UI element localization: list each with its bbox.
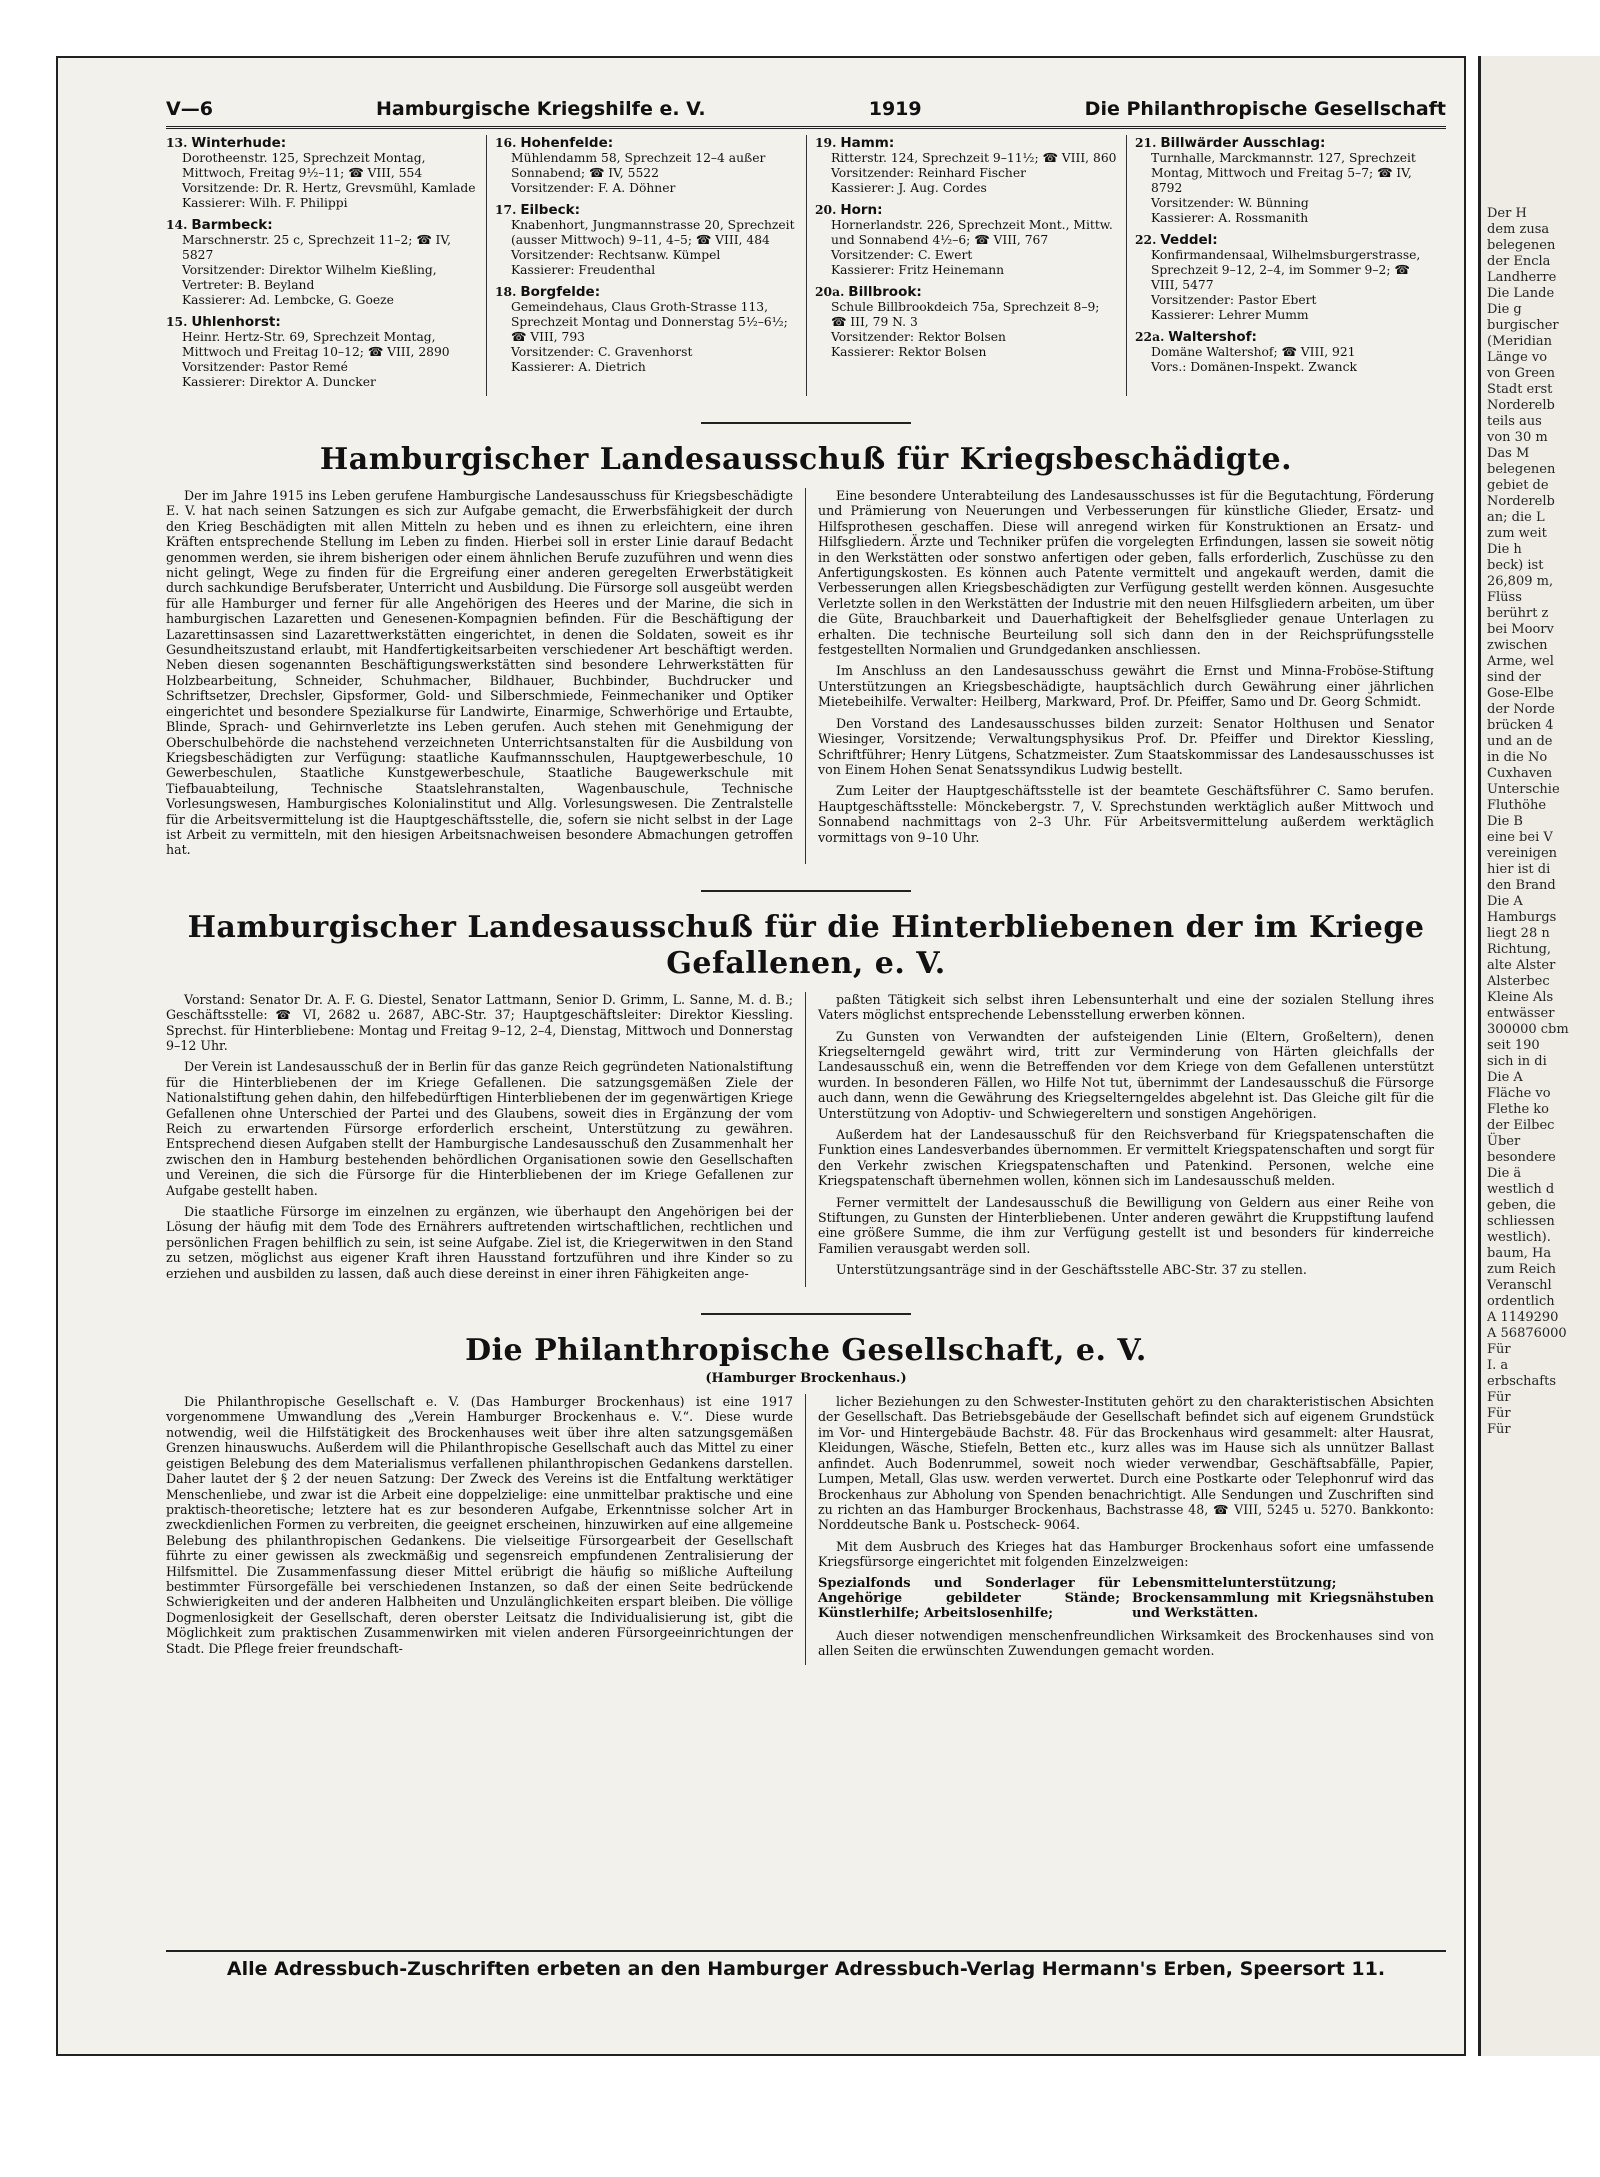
district-entry xyxy=(815,202,1118,278)
strip-fragment: gebiet de xyxy=(1487,478,1549,493)
strip-fragment: sind der xyxy=(1487,670,1541,685)
district-detail: Konfirmandensaal, Wilhelmsburgerstrasse, Sprechzeit 9–12, 2–4, im Sommer 9–2; ☎ VIII, 5477 xyxy=(1151,248,1421,292)
strip-fragment: hier ist di xyxy=(1487,862,1551,877)
district-heading xyxy=(1135,329,1438,345)
strip-fragment: Norderelb xyxy=(1487,398,1555,413)
district-heading xyxy=(495,135,798,151)
strip-fragment: Arme, wel xyxy=(1487,654,1554,669)
district-name: Hamm: xyxy=(840,135,895,151)
adjacent-page-strip xyxy=(1478,56,1600,2056)
strip-fragment: brücken 4 xyxy=(1487,718,1554,733)
strip-fragment: der Eilbec xyxy=(1487,1118,1555,1133)
district-directory xyxy=(166,135,1446,396)
paragraph: licher Beziehungen zu den Schwester-Instituten gehört zu den charakteristischen Absichten der Gesellschaft. Das Betriebsgebäude der Gesellschaft befindet sich auf eigenem Grundstück im Vor- und Hintergebäude Bachstr. 48. Für das Brockenhaus wird gesammelt: alter Hausrat, Kleidungen, Wäsche, Stiefeln, Betten etc., kurz alles was im Hause sich als unnützer Ballast anfindet. Auch Bodenrummel, soweit noch wieder verwendbar, Geschäftsabfälle, Papier, Lumpen, Metall, Glas usw. werden verwertet. Durch eine Postkarte oder Telephonruf wird das Brockenhaus zur Abholung von Spenden benachrichtigt. Alle Sendungen und Zuschriften sind zu richten an das Hamburger Brockenhaus, Bachstrasse 48, ☎ VIII, 5245 u. 5270. Bankkonto: Norddeutsche Bank u. Postscheck- 9064. xyxy=(818,1394,1434,1533)
section-title: Hamburgischer Landesausschuß für die Hinterbliebenen der im Kriege Gefallenen, e. V. xyxy=(187,909,1425,981)
header-year: 1919 xyxy=(868,98,922,120)
district-detail: Vorsitzende: Dr. R. Hertz, Grevsmühl, Kamlade xyxy=(182,181,476,195)
strip-fragment: in die No xyxy=(1487,750,1548,765)
strip-fragment: ordentlich xyxy=(1487,1294,1555,1309)
strip-fragment: belegenen xyxy=(1487,238,1556,253)
district-heading xyxy=(166,135,478,151)
district-entry xyxy=(166,135,478,211)
district-detail: Kassierer: Lehrer Mumm xyxy=(1151,308,1309,322)
district-detail: Vorsitzender: Pastor Ebert xyxy=(1151,293,1317,307)
strip-fragment: von 30 m xyxy=(1487,430,1548,445)
header-org: Hamburgische Kriegshilfe e. V. xyxy=(376,98,706,120)
district-detail: Ritterstr. 124, Sprechzeit 9–11½; ☎ VIII, 860 xyxy=(831,151,1117,165)
district-detail: Vorsitzender: C. Ewert xyxy=(831,248,973,262)
district-name: Winterhude: xyxy=(191,135,287,151)
district-detail: Kassierer: Ad. Lembcke, G. Goeze xyxy=(182,293,394,307)
right-column xyxy=(806,488,1446,864)
paragraph: Unterstützungsanträge sind in der Geschäftsstelle ABC-Str. 37 zu stellen. xyxy=(836,1262,1307,1278)
district-name: Borgfelde: xyxy=(520,284,601,300)
strip-fragment: Die Lande xyxy=(1487,286,1555,301)
paragraph: Die staatliche Fürsorge im einzelnen zu ergänzen, wie überhaupt den Angehörigen bei der Lösung der häufig mit dem Tode des Ernährers auftretenden wirtschaftlichen, rechtlichen und persönlichen Fragen behilflich zu sein, ist seine Aufgabe. Ziel ist, die Kriegerwitwen in den Stand zu setzen, möglichst aus eigener Kraft ihren Hausstand fortzuführen und ihre Kinder so zu erziehen und ausbilden zu lassen, daß auch diese dereinst in einer ihren Fähigkeiten ange- xyxy=(166,1204,793,1281)
strip-fragment: bei Moorv xyxy=(1487,622,1554,637)
district-heading xyxy=(1135,135,1438,151)
directory-column xyxy=(1126,135,1446,396)
district-number: 16. xyxy=(495,135,517,150)
district-entry xyxy=(815,135,1118,196)
strip-fragment: der Encla xyxy=(1487,254,1551,269)
district-detail: Vorsitzender: Reinhard Fischer xyxy=(831,166,1027,180)
section-divider xyxy=(701,422,911,424)
district-detail: Domäne Waltershof; ☎ VIII, 921 xyxy=(1151,345,1356,359)
strip-fragment: Veranschl xyxy=(1487,1278,1552,1293)
strip-fragment: Flüss xyxy=(1487,590,1522,605)
strip-fragment: (Meridian xyxy=(1487,334,1553,349)
paragraph: Außerdem hat der Landesausschuß für den Reichsverband für Kriegspatenschaften die Funktion eines Landesverbandes übernommen. Er vermittelt Kriegspatenschaften und sorgt für den Verkehr zwischen Kriegspatenschaften und Patenkind. Personen, welche eine Kriegspatenschaft übernehmen wollen, können sich im Landesausschuß melden. xyxy=(818,1127,1434,1189)
district-number: 22a. xyxy=(1135,329,1165,344)
section-subtitle: (Hamburger Brockenhaus.) xyxy=(705,1371,907,1387)
district-detail: Kassierer: A. Rossmanith xyxy=(1151,211,1309,225)
district-entry xyxy=(495,135,798,196)
strip-spacer xyxy=(1481,56,1600,206)
strip-fragment: Cuxhaven xyxy=(1487,766,1553,781)
strip-fragment: erbschafts xyxy=(1487,1374,1557,1389)
district-detail: Kassierer: J. Aug. Cordes xyxy=(831,181,987,195)
relief-branch: Lebensmittelunterstützung; Brockensammlung mit Kriegsnähstuben und Werkstätten. xyxy=(1132,1575,1434,1622)
district-heading xyxy=(815,284,1118,300)
section-body xyxy=(166,1394,1446,1665)
paragraph: paßten Tätigkeit sich selbst ihren Lebensunterhalt und eine der sozialen Stellung ihres Vaters möglichst entsprechende Lebensstellung erwerben können. xyxy=(818,991,1434,1023)
district-detail: Mühlendamm 58, Sprechzeit 12–4 außer Sonnabend; ☎ IV, 5522 xyxy=(511,151,766,180)
strip-fragment: Die B xyxy=(1487,814,1523,829)
paragraph: Den Vorstand des Landesausschusses bilden zurzeit: Senator Holthusen und Senator Wiesinger, Vorsitzende; Verwaltungsphysikus Prof. Dr. Pfeiffer und Direktor Kiessling, Schriftführer; Henry Lütgens, Schatzmeister. Zum Staatskommissar des Landesausschusses ist von Einem Hohen Senat Senatssyndikus Ludwig bestellt. xyxy=(818,715,1434,777)
district-number: 13. xyxy=(166,135,188,150)
district-heading xyxy=(495,284,798,300)
district-heading xyxy=(495,202,798,218)
strip-fragment: Für xyxy=(1487,1422,1511,1437)
strip-fragment: Stadt erst xyxy=(1487,382,1553,397)
strip-fragment: Gose-Elbe xyxy=(1487,686,1554,701)
district-detail: Vorsitzender: F. A. Döhner xyxy=(511,181,676,195)
district-entry xyxy=(495,284,798,375)
district-entry xyxy=(166,314,478,390)
strip-fragment: Über xyxy=(1487,1134,1521,1149)
right-column xyxy=(806,992,1446,1287)
strip-fragment: von Green xyxy=(1487,366,1556,381)
district-entry xyxy=(1135,135,1438,226)
strip-fragment: Fluthöhe xyxy=(1487,798,1547,813)
sections xyxy=(166,422,1446,1665)
strip-fragment: beck) ist xyxy=(1487,558,1544,573)
district-number: 22. xyxy=(1135,232,1157,247)
strip-fragment: teils aus xyxy=(1487,414,1542,429)
district-detail: Vorsitzender: Rektor Bolsen xyxy=(831,330,1006,344)
district-name: Billwärder Ausschlag: xyxy=(1160,135,1326,151)
strip-fragment: besondere xyxy=(1487,1150,1556,1165)
district-heading xyxy=(815,202,1118,218)
district-number: 17. xyxy=(495,202,517,217)
district-heading xyxy=(166,314,478,330)
strip-fragment: Landherre xyxy=(1487,270,1557,285)
right-column xyxy=(806,1394,1446,1665)
paragraph: Die Philanthropische Gesellschaft e. V. (Das Hamburger Brockenhaus) ist eine 1917 vorgenommene Umwandlung des „Verein Hamburger Brockenhaus e. V.“. Diese wurde notwendig, weil die Hilfstätigkeit des Brockenhauses weit über ihre alten satzungsgemäßen Grenzen hinauswuchs. Außerdem will die Philanthropische Gesellschaft auch das Mittel zu einer geistigen Belebung des dem Materialismus verfallenen philanthropischen Gedankens darstellen. Daher lautet der § 2 der neuen Satzung: Der Zweck des Vereins ist die Entfaltung werktätiger Menschenliebe, und zwar ist die Arbeit eine doppelzielige: eine unmittelbar praktische und eine praktisch-theoretische; letztere hat es zur besonderen Aufgabe, Erkenntnisse solcher Art in zweckdienlichen Formen zu verbreiten, die geeignet erscheinen, hinzuwirken auf eine allgemeine Belebung des philanthropischen Gedankens. Die vielseitige Fürsorgearbeit der Gesellschaft führte zu einer gewissen als zweckmäßig und segensreich empfundenen Zentralisierung der Hilfsmittel. Die Zusammenfassung dieser Mittel erübrigt die häufig so mißliche Aufteilung bestimmter Fürsorgefälle bei verschiedenen Instanzen, so daß der einen Seite bedrückende Schwierigkeiten und der anderen Halbheiten und Unzulänglichkeiten erspart bleiben. Die völlige Dogmenlosigkeit der Gesellschaft, deren oberster Leitsatz die Individualisierung ist, gibt die Möglichkeit zum praktischen Zusammenwirken mit vielen anderen Fürsorgeeinrichtungen der Stadt. Die Pflege freier freundschaft- xyxy=(166,1394,793,1656)
district-number: 21. xyxy=(1135,135,1157,150)
directory-column xyxy=(486,135,806,396)
strip-fragment: Der H xyxy=(1487,206,1527,221)
district-detail: Vors.: Domänen-Inspekt. Zwanck xyxy=(1151,360,1357,374)
strip-fragment: Die ä xyxy=(1487,1166,1522,1181)
strip-fragment: dem zusa xyxy=(1487,222,1550,237)
district-name: Eilbeck: xyxy=(520,202,581,218)
paragraph: Im Anschluss an den Landesausschuss gewährt die Ernst und Minna-Froböse-Stiftung Unterstützungen an Kriegsbeschädigte, hauptsächlich durch Gewährung einer jährlichen Mietebeihilfe. Verwalter: Heilberg, Markward, Prof. Dr. Pfeiffer, Samo und Dr. Georg Schmidt. xyxy=(818,663,1434,710)
strip-fragment: westlich). xyxy=(1487,1230,1551,1245)
relief-branch: Spezialfonds und Sonderlager für Angehörige gebildeter Stände; Künstlerhilfe; Arbeitslosenhilfe; xyxy=(818,1575,1120,1622)
strip-fragment: alte Alster xyxy=(1487,958,1556,973)
section-body xyxy=(166,992,1446,1287)
district-name: Waltershof: xyxy=(1168,329,1257,345)
district-detail: Kassierer: Wilh. F. Philippi xyxy=(182,196,348,210)
header-right: Die Philanthropische Gesellschaft xyxy=(1084,98,1446,120)
district-detail: Kassierer: Fritz Heinemann xyxy=(831,263,1005,277)
strip-fragment: Kleine Als xyxy=(1487,990,1554,1005)
district-number: 15. xyxy=(166,314,188,329)
paragraph: Vorstand: Senator Dr. A. F. G. Diestel, Senator Lattmann, Senior D. Grimm, L. Sanne, M. d. B.; Geschäftsstelle: ☎ VI, 2682 u. 2687, ABC-Str. 37; Hauptgeschäftsleiter: Direktor Kiessling. Sprechst. für Hinterbliebene: Montag und Freitag 9–12, 2–4, Dienstag, Mittwoch und Donnerstag 9–12 Uhr. xyxy=(166,991,793,1053)
district-detail: Schule Billbrookdeich 75a, Sprechzeit 8–9; ☎ III, 79 N. 3 xyxy=(831,300,1100,329)
strip-fragment: belegenen xyxy=(1487,462,1556,477)
paragraph: Eine besondere Unterabteilung des Landesausschusses ist für die Begutachtung, Förderung und Prämierung von Neuerungen und Verbesserungen für künstliche Glieder, Ersatz- und Hilfsprothesen geschaffen. Diese will anregend wirken für Konstruktionen an Ersatz- und Hilfsgliedern. Ärzte und Techniker prüfen die vorgelegten Erfindungen, lassen sie soweit nötig in den Werkstätten oder sonstwo anfertigen oder geben, falls erforderlich, Zuschüsse zu den Anfertigungskosten. Es können auch Patente vermittelt und angekauft werden, damit die Verbesserungen allen Kriegsbeschädigten zur Verfügung gestellt werden können. Ausgesuchte Verletzte sollen in den Werkstätten der Industrie mit den neuen Hilfsgliedern arbeiten, um über die Güte, Brauchbarkeit und Dauerhaftigkeit der Behelfsglieder genaue Unterlagen zu erhalten. Die technische Beurteilung soll sich dann den in der Reichsprüfungsstelle festgestellten Normalien und Grundgedanken anschliessen. xyxy=(818,488,1434,658)
strip-fragment: 26,809 m, xyxy=(1487,574,1554,589)
district-detail: Vorsitzender: C. Gravenhorst xyxy=(511,345,693,359)
strip-fragment: zum weit xyxy=(1487,526,1547,541)
strip-fragment: Die h xyxy=(1487,542,1522,557)
district-detail: Marschnerstr. 25 c, Sprechzeit 11–2; ☎ IV, 5827 xyxy=(182,233,452,262)
directory-column xyxy=(806,135,1126,396)
strip-fragment: Norderelb xyxy=(1487,494,1555,509)
strip-fragment: geben, die xyxy=(1487,1198,1556,1213)
strip-fragment: Die g xyxy=(1487,302,1522,317)
strip-fragment: Flethe ko xyxy=(1487,1102,1549,1117)
strip-fragment: an; die L xyxy=(1487,510,1545,525)
district-entry xyxy=(166,217,478,308)
strip-fragment: schliessen xyxy=(1487,1214,1555,1229)
strip-fragment: sich in di xyxy=(1487,1054,1547,1069)
strip-fragment: Für xyxy=(1487,1406,1511,1421)
strip-fragment: liegt 28 n xyxy=(1487,926,1550,941)
strip-fragment: Fläche vo xyxy=(1487,1086,1551,1101)
strip-fragment: Die A xyxy=(1487,1070,1523,1085)
district-entry xyxy=(495,202,798,278)
strip-fragment: A 56876000 xyxy=(1487,1326,1567,1341)
district-heading xyxy=(166,217,478,233)
district-number: 14. xyxy=(166,217,188,232)
section-title: Hamburgischer Landesausschuß für Kriegsbeschädigte. xyxy=(319,442,1293,477)
strip-fragment: Für xyxy=(1487,1390,1511,1405)
strip-fragment: baum, Ha xyxy=(1487,1246,1552,1261)
strip-fragment: Länge vo xyxy=(1487,350,1548,365)
paragraph: Zum Leiter der Hauptgeschäftsstelle ist der beamtete Geschäftsführer C. Samo berufen. Hauptgeschäftsstelle: Mönckebergstr. 7, V. Sprechstunden werktäglich außer Mittwoch und Sonnabend nachmittags von 2–3 Uhr. Für Arbeitsvermittelung außerdem werktäglich vormittags von 9–10 Uhr. xyxy=(818,783,1434,845)
strip-fragment: Hamburgs xyxy=(1487,910,1557,925)
strip-fragment: zwischen xyxy=(1487,638,1548,653)
running-header xyxy=(166,98,1446,129)
district-detail: Knabenhort, Jungmannstrasse 20, Sprechzeit (ausser Mittwoch) 9–11, 4–5; ☎ VIII, 484 xyxy=(511,218,795,247)
strip-fragment: zum Reich xyxy=(1487,1262,1556,1277)
page-content xyxy=(166,98,1446,1665)
section-title: Die Philanthropische Gesellschaft, e. V. xyxy=(465,1333,1147,1369)
district-detail: Gemeindehaus, Claus Groth-Strasse 113, Sprechzeit Montag und Donnerstag 5½–6½; ☎ VIII, 793 xyxy=(511,300,788,344)
paragraph: Der im Jahre 1915 ins Leben gerufene Hamburgische Landesausschuss für Kriegsbeschädigte E. V. hat nach seinen Satzungen es sich zur Aufgabe gemacht, die Erwerbsfähigkeit der durch den Krieg Beschädigten mit allen Mitteln zu heben und es ihnen zu erleichtern, eine ihren Kräften entsprechende Stellung im Leben zu finden. Hierbei soll in erster Linie darauf Bedacht genommen werden, sie ihrem bisherigen oder einem ähnlichen Berufe zuzuführen und wenn dies nicht gelingt, Wege zu finden für die Ergreifung einer anderen geregelten Erwerbstätigkeit durch sachkundige Berufsberater, Unterricht und Ausbildung. Die Fürsorge soll ausgeübt werden für alle Hamburger und ferner für alle Angehörigen des Heeres und der Marine, die sich in hamburgischen Lazaretten und Genesenen-Kompagnien befinden. Für die Beschäftigung der Lazarettinsassen sind Lazarettwerkstätten eingerichtet, in denen die Soldaten, soweit es ihr Gesundheitszustand erlaubt, mit Handfertigkeitsarbeiten verschiedener Art beschäftigt werden. Neben diesen sogenannten Beschäftigungswerkstätten sind besondere Lehrwerkstätten für Holzbearbeitung, Schneider, Schuhmacher, Bildhauer, Buchbinder, Buchdrucker und Schriftsetzer, Drechsler, Gipsformer, Gold- und Silberschmiede, Feinmechaniker und Optiker eingerichtet und besondere Spezialkurse für Landwirte, Einarmige, Schwerhörige und Ertaubte, Blinde, Sprach- und Gehirnverletzte ins Leben gerufen. Auch stehen mit Genehmigung der Oberschulbehörde die nachstehend verzeichneten Unterrichtsanstalten für die Ausbildung von Kriegsbeschädigten zur Verfügung: staatliche Kaufmannsschulen, Hauptgewerbeschule, 10 Gewerbeschulen, Staatliche Kunstgewerbeschule, Staatliche Baugewerkschule mit Tiefbauabteilung, Technische Staatslehranstalten, Wagenbauschule, Technische Vorlesungswesen, Hamburgisches Kolonialinstitut und Allg. Vorlesungswesen. Die Zentralstelle für die Arbeitsvermittelung ist die Hauptgeschäftsstelle, die, sofern sie nicht selbst in der Lage ist Arbeit zu vermitteln, mit den hiesigen Arbeitsnachweisen besondere Abmachungen getroffen hat. xyxy=(166,488,793,858)
paragraph: Ferner vermittelt der Landesausschuß die Bewilligung von Geldern aus einer Reihe von Stiftungen, zu Gunsten der Hinterbliebenen. Unter anderen gewährt die Kruppstiftung laufend eine größere Summe, die ihm zur Verfügung gestellt ist und besonders für kinderreiche Familien verausgabt werden soll. xyxy=(818,1194,1434,1256)
strip-fragment: Alsterbec xyxy=(1487,974,1550,989)
strip-fragment: Das M xyxy=(1487,446,1530,461)
district-number: 20. xyxy=(815,202,837,217)
district-number: 20a. xyxy=(815,284,845,299)
strip-fragment: Für xyxy=(1487,1342,1511,1357)
district-heading xyxy=(1135,232,1438,248)
district-name: Veddel: xyxy=(1160,232,1218,248)
paragraph: Mit dem Ausbruch des Krieges hat das Hamburger Brockenhaus sofort eine umfassende Kriegsfürsorge eingerichtet mit folgenden Einzelzweigen: xyxy=(818,1538,1434,1570)
left-column xyxy=(166,992,806,1287)
strip-fragment: burgischer xyxy=(1487,318,1559,333)
district-detail: Vorsitzender: Pastor Remé xyxy=(182,360,348,374)
paragraph: Der Verein ist Landesausschuß der in Berlin für das ganze Reich gegründeten Nationalstiftung für die Hinterbliebenen der im Kriege Gefallenen. Die satzungsgemäßen Ziele der Nationalstiftung gehen dahin, den hilfebedürftigen Hinterbliebenen der im gegenwärtigen Kriege Gefallenen ohne Unterschied der Partei und des Glaubens, soweit dies in Ergänzung der vom Reich zu erwartenden Fürsorge erforderlich erscheint, Unterstützung zu gewähren. Entsprechend diesen Aufgaben stellt der Hamburgische Landesausschuß den Zusammenhalt her zwischen den in Hamburg bestehenden behördlichen Organisationen sowie den Gesellschaften und Vereinen, die sich die Fürsorge für die Hinterbliebenen der im Kriege Gefallenen zur Aufgabe gestellt haben. xyxy=(166,1059,793,1198)
district-entry xyxy=(1135,232,1438,323)
district-name: Uhlenhorst: xyxy=(191,314,281,330)
directory-column xyxy=(166,135,486,396)
district-detail: Vorsitzender: Direktor Wilhelm Kießling, Vertreter: B. Beyland xyxy=(182,263,437,292)
district-name: Hohenfelde: xyxy=(520,135,614,151)
district-name: Horn: xyxy=(840,202,883,218)
strip-fragment: Unterschie xyxy=(1487,782,1560,797)
strip-fragment: vereinigen xyxy=(1487,846,1558,861)
district-detail: Kassierer: Rektor Bolsen xyxy=(831,345,987,359)
document-page xyxy=(56,56,1466,2056)
district-detail: Vorsitzender: W. Bünning xyxy=(1151,196,1309,210)
paragraph: Zu Gunsten von Verwandten der aufsteigenden Linie (Eltern, Großeltern), denen Kriegselterngeld gewährt wird, tritt zur Verminderung von Härten gleichfalls der Landesausschuß ein, wenn die Betreffenden vor dem Kriege von dem Gefallenen unterstützt wurden. In besonderen Fällen, wo Hilfe Not tut, übernimmt der Landesausschuß die Fürsorge auch dann, wenn die Gewährung des Kriegselterngeldes abgelehnt ist. Das Gleiche gilt für die Unterstützung von Adoptiv- und Schwiegereltern und sonstigen Angehörigen. xyxy=(818,1028,1434,1121)
district-detail: Kassierer: Direktor A. Duncker xyxy=(182,375,376,389)
district-detail: Turnhalle, Marckmannstr. 127, Sprechzeit Montag, Mittwoch und Freitag 5–7; ☎ IV, 8792 xyxy=(1151,151,1416,195)
strip-fragment: Die A xyxy=(1487,894,1523,909)
district-entry xyxy=(815,284,1118,360)
strip-fragment: der Norde xyxy=(1487,702,1555,717)
strip-fragment: und an de xyxy=(1487,734,1553,749)
district-detail: Kassierer: A. Dietrich xyxy=(511,360,646,374)
strip-fragment: A 1149290 xyxy=(1487,1310,1559,1325)
left-column xyxy=(166,488,806,864)
strip-fragment: I. a xyxy=(1487,1358,1509,1373)
section-divider xyxy=(701,1313,911,1315)
left-column xyxy=(166,1394,806,1665)
section-body xyxy=(166,488,1446,864)
district-number: 19. xyxy=(815,135,837,150)
district-heading xyxy=(815,135,1118,151)
district-name: Billbrook: xyxy=(848,284,922,300)
strip-fragment: seit 190 xyxy=(1487,1038,1540,1053)
district-number: 18. xyxy=(495,284,517,299)
strip-fragment: westlich d xyxy=(1487,1182,1555,1197)
district-detail: Hornerlandstr. 226, Sprechzeit Mont., Mittw. und Sonnabend 4½–6; ☎ VIII, 767 xyxy=(831,218,1113,247)
paragraph: Auch dieser notwendigen menschenfreundlichen Wirksamkeit des Brockenhauses sind von allen Seiten die erwünschten Zuwendungen gemacht worden. xyxy=(818,1627,1434,1659)
section-divider xyxy=(701,890,911,892)
district-detail: Heinr. Hertz-Str. 69, Sprechzeit Montag, Mittwoch und Freitag 10–12; ☎ VIII, 2890 xyxy=(182,330,450,359)
district-detail: Vorsitzender: Rechtsanw. Kümpel xyxy=(511,248,721,262)
district-name: Barmbeck: xyxy=(191,217,273,233)
district-entry xyxy=(1135,329,1438,375)
strip-fragment: eine bei V xyxy=(1487,830,1553,845)
footer-note: Alle Adressbuch-Zuschriften erbeten an den Hamburger Adressbuch-Verlag Hermann's Erben, Speersort 11. xyxy=(166,1950,1446,1980)
strip-fragment: berührt z xyxy=(1487,606,1549,621)
district-detail: Dorotheenstr. 125, Sprechzeit Montag, Mittwoch, Freitag 9½–11; ☎ VIII, 554 xyxy=(182,151,426,180)
page-number: V—6 xyxy=(166,98,213,120)
strip-fragment: entwässer xyxy=(1487,1006,1555,1021)
district-detail: Kassierer: Freudenthal xyxy=(511,263,656,277)
strip-fragment: Richtung, xyxy=(1487,942,1552,957)
strip-fragment: 300000 cbm xyxy=(1487,1022,1569,1037)
strip-fragment: den Brand xyxy=(1487,878,1556,893)
relief-branches xyxy=(818,1576,1434,1622)
